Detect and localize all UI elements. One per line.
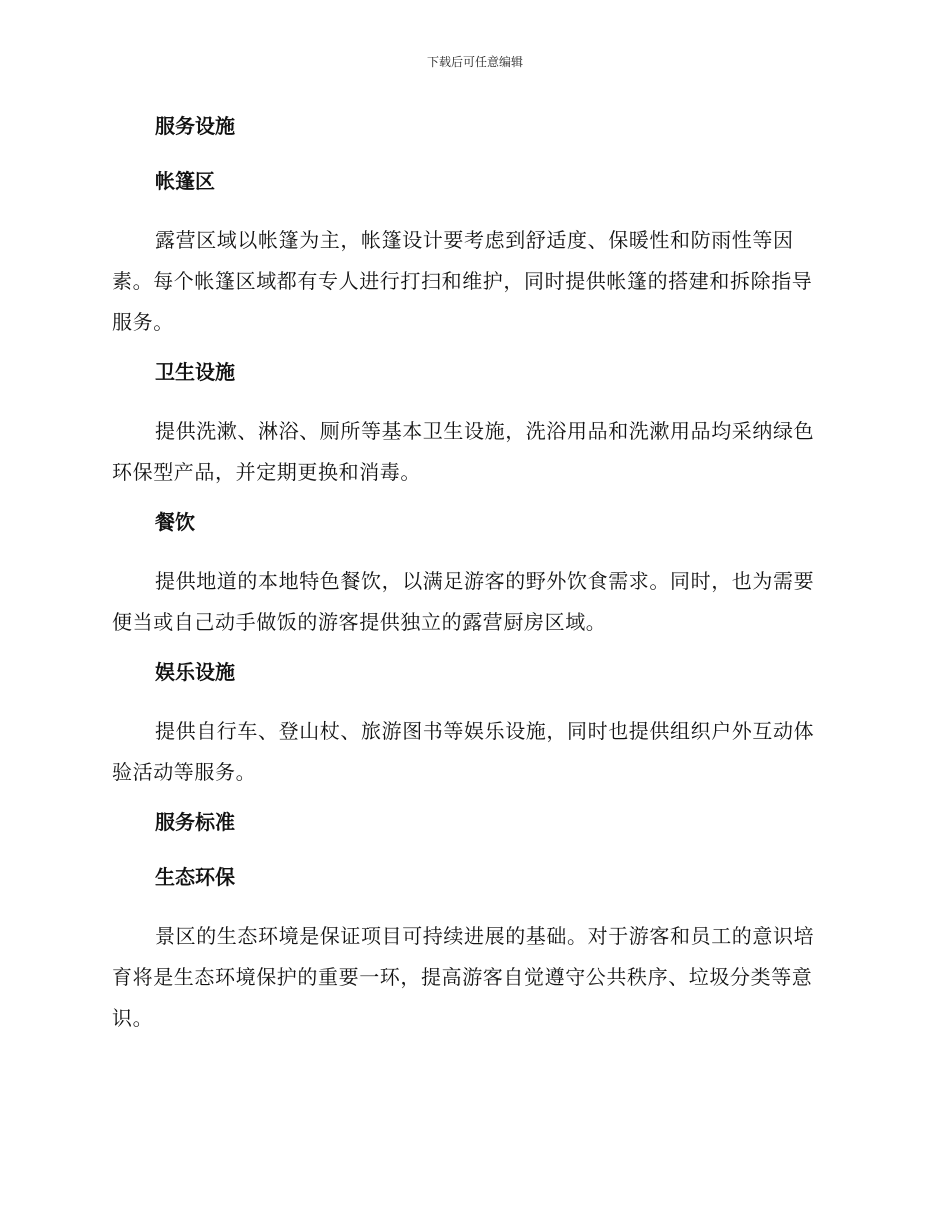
paragraph-tent-area: 露营区域以帐篷为主，帐篷设计要考虑到舒适度、保暖性和防雨性等因素。每个帐篷区域都有专人进行打扫和维护，同时提供帐篷的搭建和拆除指导服务。 [112,228,813,334]
paragraph-entertainment: 提供自行车、登山杖、旅游图书等娱乐设施，同时也提供组织户外互动体验活动等服务。 [112,719,815,784]
paragraph-dining: 提供地道的本地特色餐饮，以满足游客的野外饮食需求。同时，也为需要便当或自己动手做饭的游客提供独立的露营厨房区域。 [112,569,815,634]
section-heading-dining: 餐饮 [155,510,195,534]
section-heading-service-facilities: 服务设施 [155,114,235,138]
page-header: 下载后可任意编辑 [426,55,523,69]
document-body [112,110,832,1052]
section-heading-sanitation: 卫生设施 [155,360,235,384]
paragraph-sanitation: 提供洗漱、淋浴、厕所等基本卫生设施，洗浴用品和洗漱用品均采纳绿色环保型产品，并定期更换和消毒。 [112,419,815,484]
paragraph-eco-protection: 景区的生态环境是保证项目可持续进展的基础。对于游客和员工的意识培育将是生态环境保护的重要一环，提高游客自觉遵守公共秩序、垃圾分类等意识。 [112,924,815,1030]
section-heading-tent-area: 帐篷区 [155,169,215,193]
section-heading-eco-protection: 生态环保 [155,865,235,889]
section-heading-service-standards: 服务标准 [155,810,235,834]
section-heading-entertainment: 娱乐设施 [155,660,235,684]
